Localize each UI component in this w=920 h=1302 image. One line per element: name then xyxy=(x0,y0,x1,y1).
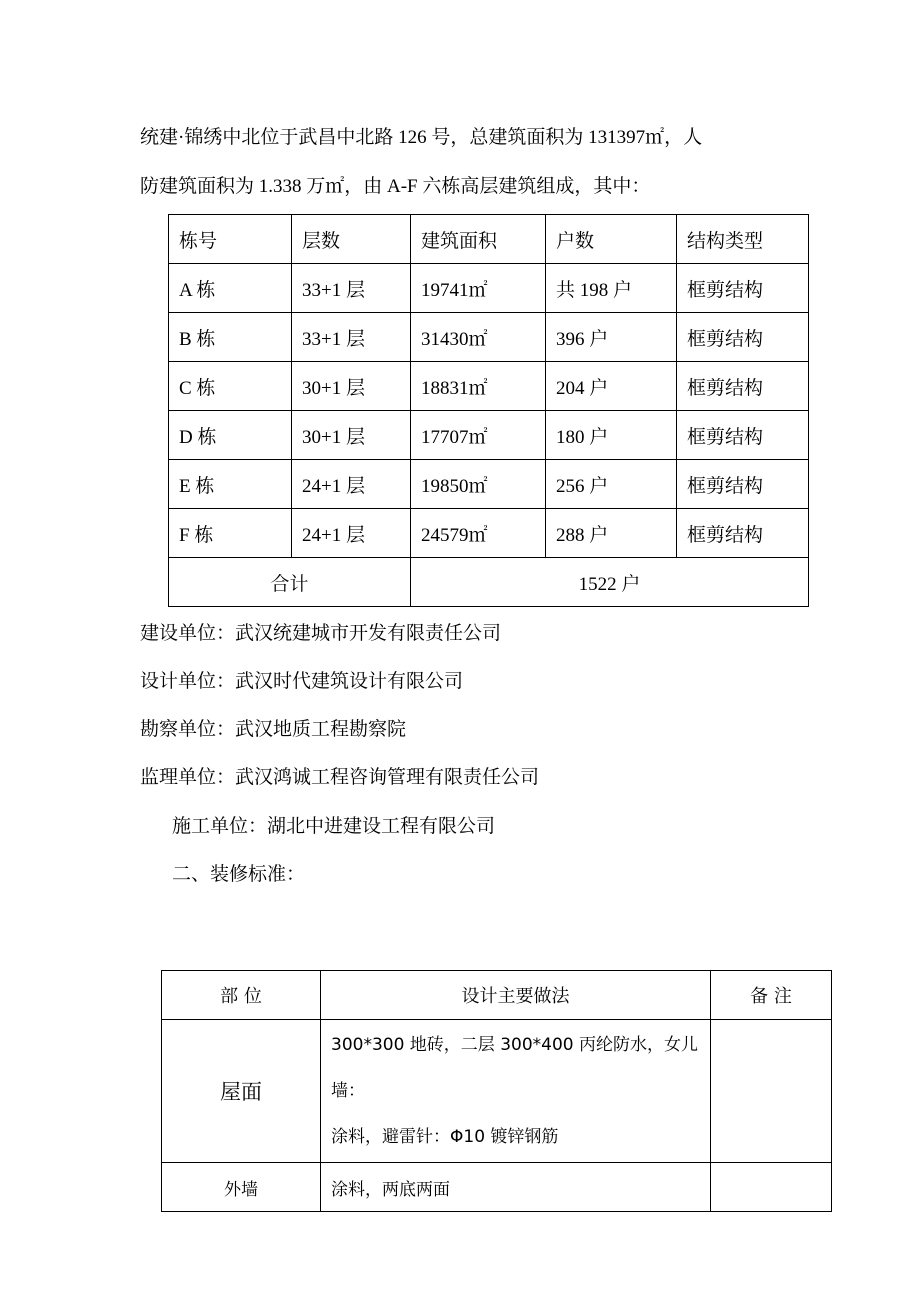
table-cell: E 栋 xyxy=(169,460,292,509)
intro-line-2: 防建筑面积为 1.338 万㎡，由 A-F 六栋高层建筑组成，其中： xyxy=(140,176,651,197)
unit-supervision: 监理单位：武汉鸿诚工程咨询管理有限责任公司 xyxy=(140,767,540,788)
decoration-table xyxy=(161,970,832,1212)
table-cell: F 栋 xyxy=(169,509,292,558)
table-row xyxy=(162,1020,832,1163)
table-cell: 396 户 xyxy=(546,313,677,362)
total-value: 1522 户 xyxy=(411,558,809,607)
header-cell: 建筑面积 xyxy=(411,215,546,264)
table-cell: A 栋 xyxy=(169,264,292,313)
table-cell: B 栋 xyxy=(169,313,292,362)
table-cell: 256 户 xyxy=(546,460,677,509)
table-cell: 框剪结构 xyxy=(677,460,809,509)
table-cell: 18831㎡ xyxy=(411,362,546,411)
table-cell: 外墙 xyxy=(162,1163,321,1212)
table-cell: 19850㎡ xyxy=(411,460,546,509)
table-cell: 33+1 层 xyxy=(292,264,411,313)
header-cell: 备 注 xyxy=(711,971,832,1020)
table-cell: 框剪结构 xyxy=(677,509,809,558)
unit-design: 设计单位：武汉时代建筑设计有限公司 xyxy=(140,671,464,692)
table-total-row xyxy=(169,558,809,607)
table-row xyxy=(169,460,809,509)
table-cell: C 栋 xyxy=(169,362,292,411)
table-cell: 180 户 xyxy=(546,411,677,460)
table-cell xyxy=(321,1020,711,1163)
header-cell: 栋号 xyxy=(169,215,292,264)
table-cell: 24+1 层 xyxy=(292,509,411,558)
table-cell: 19741㎡ xyxy=(411,264,546,313)
table-cell xyxy=(711,1163,832,1212)
header-cell: 设计主要做法 xyxy=(321,971,711,1020)
table-cell: 17707㎡ xyxy=(411,411,546,460)
table-cell: 共 198 户 xyxy=(546,264,677,313)
table-cell: 涂料，两底两面 xyxy=(321,1163,711,1212)
table-cell: 24+1 层 xyxy=(292,460,411,509)
unit-construction-owner: 建设单位：武汉统建城市开发有限责任公司 xyxy=(140,623,502,644)
table-row xyxy=(169,411,809,460)
table-cell: 33+1 层 xyxy=(292,313,411,362)
method-line: 300*300 地砖，二层 300*400 丙纶防水，女儿墙： xyxy=(331,1035,699,1101)
header-cell: 结构类型 xyxy=(677,215,809,264)
table-cell: 31430㎡ xyxy=(411,313,546,362)
header-cell: 层数 xyxy=(292,215,411,264)
table-cell xyxy=(711,1020,832,1163)
table-cell: 框剪结构 xyxy=(677,411,809,460)
unit-builder: 施工单位：湖北中进建设工程有限公司 xyxy=(172,816,496,837)
table-cell: D 栋 xyxy=(169,411,292,460)
building-table xyxy=(168,214,809,607)
table-row xyxy=(169,313,809,362)
unit-survey: 勘察单位：武汉地质工程勘察院 xyxy=(140,719,407,740)
table-cell: 30+1 层 xyxy=(292,362,411,411)
table-cell: 框剪结构 xyxy=(677,362,809,411)
table-header-row xyxy=(169,215,809,264)
table-cell: 30+1 层 xyxy=(292,411,411,460)
section-2-title: 二、装修标准： xyxy=(172,864,306,885)
table-cell: 24579㎡ xyxy=(411,509,546,558)
table-header-row xyxy=(162,971,832,1020)
header-cell: 户数 xyxy=(546,215,677,264)
table-row xyxy=(169,264,809,313)
table-cell: 204 户 xyxy=(546,362,677,411)
table-cell: 屋面 xyxy=(162,1020,321,1163)
table-row xyxy=(169,509,809,558)
table-cell: 288 户 xyxy=(546,509,677,558)
total-label: 合计 xyxy=(169,558,411,607)
method-line: 涂料，避雷针：Φ10 镀锌钢筋 xyxy=(331,1127,559,1147)
intro-line-1: 统建·锦绣中北位于武昌中北路 126 号，总建筑面积为 131397㎡，人 xyxy=(140,127,703,148)
table-cell: 框剪结构 xyxy=(677,313,809,362)
table-row xyxy=(169,362,809,411)
header-cell: 部 位 xyxy=(162,971,321,1020)
table-cell: 框剪结构 xyxy=(677,264,809,313)
table-row xyxy=(162,1163,832,1212)
